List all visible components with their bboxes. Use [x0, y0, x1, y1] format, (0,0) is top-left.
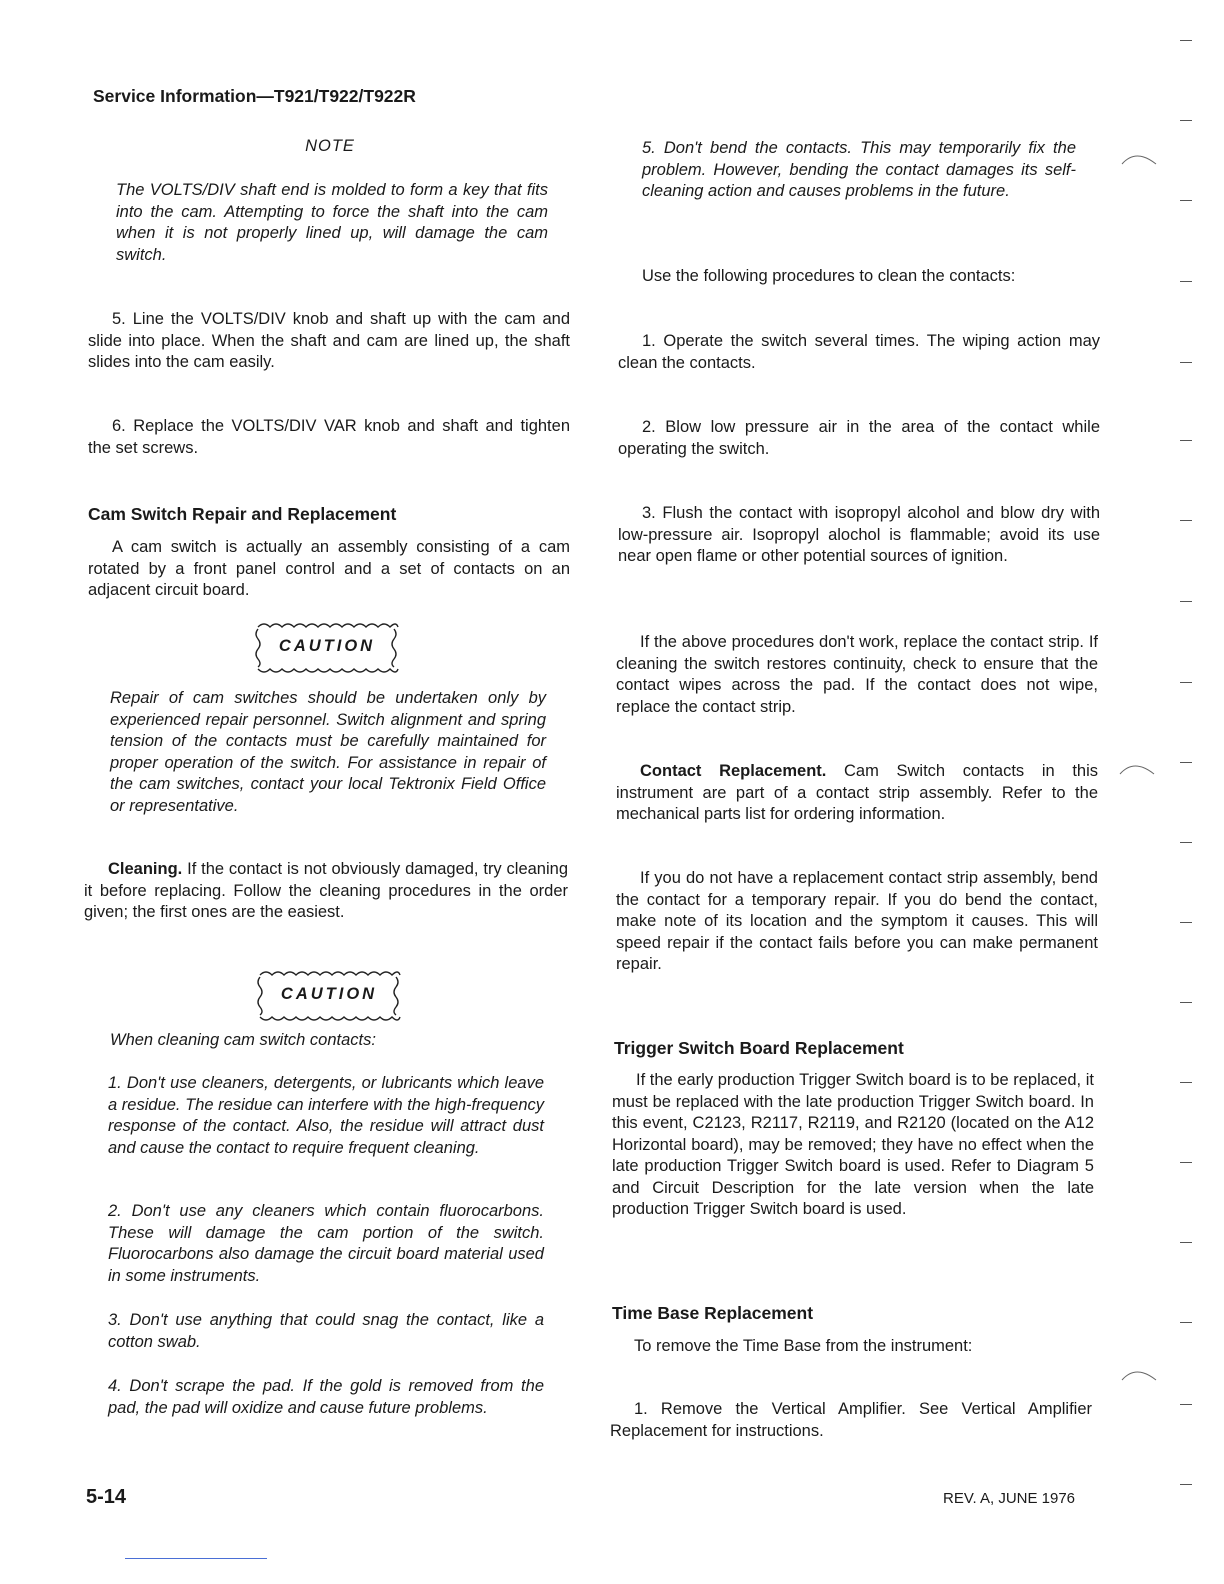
- procedure-1: 1. Operate the switch several times. The wiping action may clean the contacts.: [618, 332, 1100, 372]
- note-text: The VOLTS/DIV shaft end is molded to form a key that fits into the cam. Attempting to force the shaft into the cam when it is not properly lined up, will damage the cam switch.: [116, 181, 548, 264]
- step-5-line-up: 5. Line the VOLTS/DIV knob and shaft up with the cam and slide into place. When the shaft and cam are lined up, the shaft slides into the cam easily.: [88, 310, 570, 371]
- cam-switch-text: A cam switch is actually an assembly consisting of a cam rotated by a front panel control and a set of contacts on an adjacent circuit board.: [88, 538, 570, 599]
- item-5-dont-bend: 5. Don't bend the contacts. This may temporarily fix the problem. However, bending the contact damages its self-cleaning action and causes problems in the future.: [642, 139, 1076, 200]
- time-base-step-1: 1. Remove the Vertical Amplifier. See Vertical Amplifier Replacement for instructions.: [610, 1400, 1092, 1440]
- cam-switch-heading: Cam Switch Repair and Replacement: [88, 504, 397, 524]
- step-6-replace-knob: 6. Replace the VOLTS/DIV VAR knob and shaft and tighten the set screws.: [88, 417, 570, 457]
- procedure-3: 3. Flush the contact with isopropyl alcohol and blow dry with low-pressure air. Isopropyl alochol is flammable; avoid its use near open flame or other potential sources of ignition.: [618, 504, 1100, 565]
- no-replacement-text: If you do not have a replacement contact strip assembly, bend the contact for a temporary repair. If you do bend the contact, make note of its location and the symptom it causes. This will speed repair if the contact fails before you can make permanent repair.: [616, 869, 1098, 973]
- caution-2-item-3: 3. Don't use anything that could snag the contact, like a cotton swab.: [108, 1311, 544, 1351]
- contact-replacement-lead: Contact Replacement.: [640, 762, 827, 780]
- page-header-title: Service Information—T921/T922/T922R: [93, 86, 416, 106]
- revision-date: REV. A, JUNE 1976: [943, 1490, 1076, 1507]
- edge-arc-2: [1118, 758, 1158, 778]
- above-procedures-text: If the above procedures don't work, replace the contact strip. If cleaning the switch restores continuity, check to ensure that the contact wipes across the pad. If the contact does not wipe, replace the contact strip.: [616, 633, 1098, 716]
- trigger-switch-text: If the early production Trigger Switch board is to be replaced, it must be replaced with the late production Trigger Switch board. In this event, C2123, R2117, R2119, and R2120 (located on the A12 Horizontal board), may be removed; they have no effect when the late production Trigger Switch board is used. Refer to Diagram 5 and Circuit Description for the late version when the late production Trigger Switch board is used.: [612, 1071, 1094, 1218]
- right-column: [600, 0, 1120, 1500]
- procedures-intro: Use the following procedures to clean the contacts:: [642, 267, 1016, 285]
- left-column: [0, 0, 600, 1500]
- caution-box-2: [256, 969, 402, 1023]
- caution-2-item-2: 2. Don't use any cleaners which contain fluorocarbons. These will damage the cam portion of the switch. Fluorocarbons also damage the circuit board material used in some instruments.: [108, 1202, 544, 1285]
- trigger-switch-heading: Trigger Switch Board Replacement: [614, 1038, 904, 1058]
- bottom-blue-line: [125, 1558, 267, 1559]
- caution-2-item-4: 4. Don't scrape the pad. If the gold is removed from the pad, the pad will oxidize and cause future problems.: [108, 1377, 544, 1417]
- page-number: 5-14: [86, 1486, 127, 1508]
- contact-replacement-text: Cam Switch contacts in this instrument are part of a contact strip assembly. Refer to the mechanical parts list for ordering information.: [616, 762, 1098, 823]
- contact-replacement-paragraph: [616, 761, 1098, 826]
- time-base-heading: Time Base Replacement: [612, 1303, 814, 1323]
- cleaning-paragraph: [84, 859, 568, 924]
- edge-arc-1: [1120, 148, 1160, 168]
- cleaning-lead: Cleaning.: [108, 860, 183, 878]
- time-base-intro: To remove the Time Base from the instrument:: [634, 1337, 973, 1355]
- caution-1-text: Repair of cam switches should be undertaken only by experienced repair personnel. Switch alignment and spring tension of the contacts must be carefully maintained for proper operation of the switch. For assistance in repair of the cam switches, contact your local Tektronix Field Office or representative.: [110, 689, 546, 815]
- note-title: NOTE: [305, 137, 355, 155]
- procedure-2: 2. Blow low pressure air in the area of the contact while operating the switch.: [618, 418, 1100, 458]
- caution-2-item-1: 1. Don't use cleaners, detergents, or lubricants which leave a residue. The residue can interfere with the high-frequency response of the contact. Also, the residue will attract dust and cause the contact to require frequent cleaning.: [108, 1074, 544, 1157]
- caution-2-intro: When cleaning cam switch contacts:: [110, 1031, 376, 1049]
- caution-label-2: CAUTION: [280, 985, 378, 1003]
- edge-arc-3: [1120, 1364, 1160, 1384]
- cleaning-text: If the contact is not obviously damaged, try cleaning it before replacing. Follow the cleaning procedures in the order given; the first ones are the easiest.: [84, 860, 568, 921]
- caution-box-1: [254, 621, 400, 675]
- caution-label-1: CAUTION: [278, 637, 376, 655]
